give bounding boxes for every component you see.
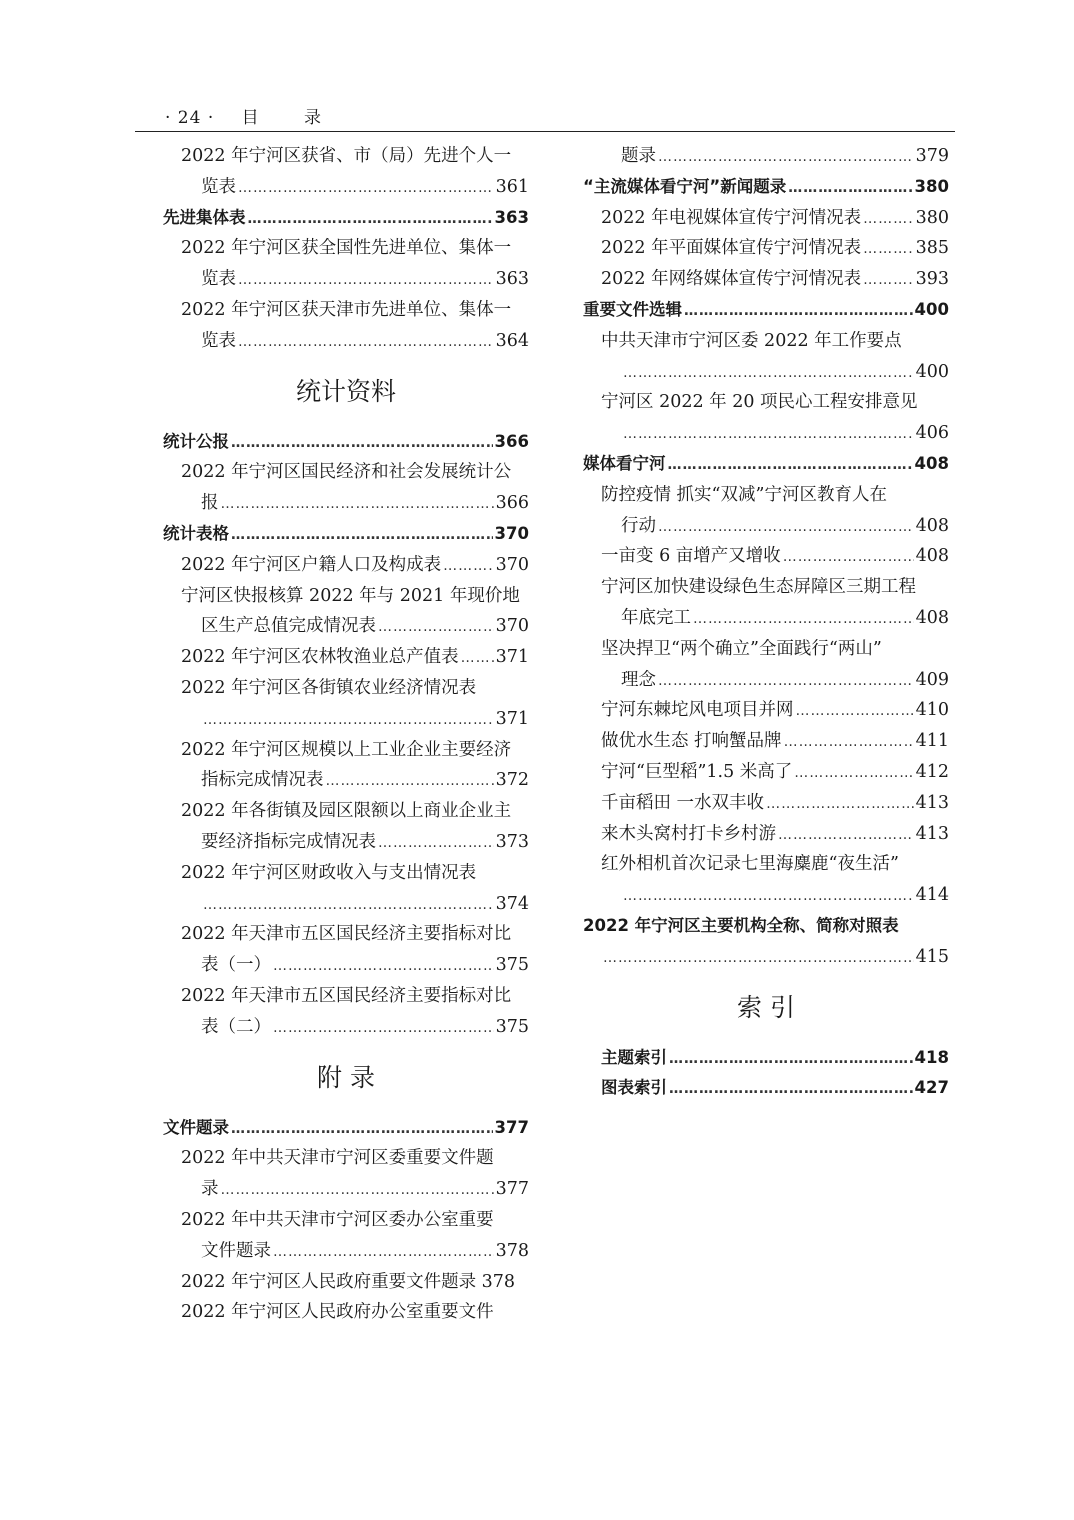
leader-dots — [603, 943, 914, 974]
toc-page-number: 385 — [915, 238, 949, 259]
toc-page-number: 377 — [494, 1117, 529, 1137]
toc-entry[interactable] — [163, 765, 529, 796]
toc-entry-title: 2022 年宁河区户籍人口及构成表 — [181, 554, 442, 575]
leader-dots — [248, 204, 493, 235]
toc-entry[interactable] — [163, 427, 529, 458]
toc-entry-title: 2022 年宁河区农林牧渔业总产值表 — [181, 647, 459, 668]
toc-entry[interactable] — [583, 757, 949, 788]
toc-entry-title: 览表 — [201, 269, 236, 290]
toc-entry[interactable] — [583, 172, 949, 203]
leader-dots — [378, 612, 494, 643]
toc-entry-title: “主流媒体看宁河”新闻题录 — [583, 176, 787, 196]
toc-entry-title: 2022 年宁河区国民经济和社会发展统计公 — [181, 462, 512, 483]
toc-page-number: 408 — [914, 453, 949, 473]
toc-entry-title: 表（二） — [201, 1016, 271, 1037]
toc-page-number: 371 — [495, 708, 529, 729]
toc-page-number: 408 — [915, 546, 949, 567]
toc-entry[interactable] — [163, 488, 529, 519]
toc-entry-text-line — [163, 457, 529, 488]
leader-dots — [461, 643, 494, 674]
toc-entry-text-line — [163, 735, 529, 766]
toc-entry-title: 宁河东棘坨风电项目并网 — [601, 700, 794, 721]
toc-entry-title: 报 — [201, 493, 219, 514]
toc-entry-title: 做优水生态 打响蟹品牌 — [601, 731, 782, 752]
toc-entry[interactable] — [583, 726, 949, 757]
toc-entry[interactable] — [163, 642, 529, 673]
toc-entry[interactable] — [163, 950, 529, 981]
section-heading: 附 录 — [317, 1062, 375, 1092]
toc-entry[interactable] — [583, 203, 949, 234]
toc-entry[interactable] — [163, 519, 529, 550]
toc-entry-title: 统计公报 — [163, 431, 229, 451]
toc-entry-title: 2022 年平面媒体宣传宁河情况表 — [601, 238, 862, 259]
leader-dots — [658, 666, 914, 697]
leader-dots — [273, 951, 494, 982]
toc-entry[interactable] — [583, 541, 949, 572]
toc-entry-title: 统计表格 — [163, 523, 229, 543]
toc-entry-title: 2022 年宁河区人民政府重要文件题录 378 — [181, 1271, 516, 1292]
leader-dots — [623, 358, 914, 389]
toc-entry[interactable] — [163, 704, 529, 735]
leader-dots — [783, 542, 914, 573]
toc-left-column — [163, 141, 529, 1328]
toc-page-number: 370 — [494, 523, 529, 543]
toc-entry-title: 行动 — [621, 515, 656, 536]
toc-entry-text-line — [163, 1143, 529, 1174]
leader-dots — [238, 327, 494, 358]
toc-entry-title: 2022 年宁河区财政收入与支出情况表 — [181, 862, 477, 883]
toc-page-number: 400 — [915, 361, 949, 382]
leader-dots — [273, 1237, 494, 1268]
toc-entry[interactable] — [583, 942, 949, 973]
toc-entry[interactable] — [583, 511, 949, 542]
toc-entry[interactable] — [163, 264, 529, 295]
toc-page-number: 380 — [915, 207, 949, 228]
toc-entry-text-line — [583, 326, 949, 357]
leader-dots — [221, 1175, 494, 1206]
toc-page-number: 364 — [495, 330, 529, 351]
toc-page-number: 408 — [915, 607, 949, 628]
toc-entry-title: 2022 年宁河区各街镇农业经济情况表 — [181, 677, 477, 698]
toc-page-number: 413 — [915, 823, 949, 844]
leader-dots — [658, 512, 914, 543]
toc-entry-title: 中共天津市宁河区委 2022 年工作要点 — [601, 330, 902, 351]
leader-dots — [863, 234, 913, 265]
toc-entry[interactable] — [163, 172, 529, 203]
toc-entry-title: 文件题录 — [201, 1240, 271, 1261]
toc-page-number: 361 — [495, 176, 529, 197]
toc-page-number: 378 — [495, 1240, 529, 1261]
toc-entry[interactable] — [583, 1073, 949, 1104]
toc-entry[interactable] — [583, 449, 949, 480]
toc-entry-title: 来木头窝村打卡乡村游 — [601, 823, 776, 844]
toc-page-number: 408 — [915, 515, 949, 536]
toc-entry[interactable] — [163, 827, 529, 858]
toc-entry-text-line — [163, 1205, 529, 1236]
leader-dots — [658, 142, 914, 173]
toc-entry[interactable] — [163, 203, 529, 234]
toc-entry[interactable] — [583, 295, 949, 326]
toc-entry[interactable] — [583, 819, 949, 850]
section-heading: 统计资料 — [295, 376, 396, 406]
toc-page-number: 406 — [915, 423, 949, 444]
toc-entry-text-line — [163, 919, 529, 950]
leader-dots — [784, 727, 914, 758]
toc-entry-title: 理念 — [621, 669, 656, 690]
toc-entry[interactable] — [163, 1012, 529, 1043]
toc-entry-title: 千亩稻田 一水双丰收 — [601, 792, 765, 813]
toc-entry-title: 年底完工 — [621, 607, 691, 628]
page-number: · 24 · — [165, 108, 215, 128]
toc-page-number: 375 — [495, 955, 529, 976]
toc-page-number: 411 — [915, 731, 949, 752]
toc-entry-title: 区生产总值完成情况表 — [201, 616, 376, 637]
toc-entry-title: 防控疫情 抓实“双减”宁河区教育人在 — [601, 484, 887, 505]
toc-entry[interactable] — [583, 695, 949, 726]
leader-dots — [669, 1044, 913, 1075]
toc-entry-title: 览表 — [201, 176, 236, 197]
leader-dots — [668, 450, 913, 481]
toc-page-number: 380 — [914, 176, 949, 196]
toc-entry-title: 2022 年宁河区获天津市先进单位、集体一 — [181, 299, 512, 320]
leader-dots — [766, 789, 914, 820]
toc-entry-title: 2022 年宁河区获省、市（局）先进个人一 — [181, 146, 512, 166]
toc-page-number: 371 — [495, 647, 529, 668]
toc-entry-text-line — [163, 796, 529, 827]
toc-page-number: 409 — [915, 669, 949, 690]
toc-page-number: 370 — [495, 616, 529, 637]
toc-entry-text-line — [583, 911, 949, 942]
toc-entry-title: 宁河区 2022 年 20 项民心工程安排意见 — [601, 392, 918, 413]
toc-entry-text-line — [163, 295, 529, 326]
toc-page-number: 415 — [915, 946, 949, 967]
toc-entry-title: 坚决捍卫“两个确立”全面践行“两山” — [601, 638, 882, 659]
toc-page-number: 373 — [495, 831, 529, 852]
toc-entry[interactable] — [583, 357, 949, 388]
toc-page-number: 363 — [495, 269, 529, 290]
toc-entry-title: 重要文件选辑 — [583, 299, 682, 319]
running-header — [165, 103, 341, 128]
toc-entry-text-line — [163, 981, 529, 1012]
toc-entry-title: 文件题录 — [163, 1117, 229, 1137]
leader-dots — [231, 520, 493, 551]
toc-entry-text-line — [163, 1297, 529, 1328]
toc-entry-text-line — [163, 581, 529, 612]
toc-entry-title: 2022 年宁河区规模以上工业企业主要经济 — [181, 739, 512, 760]
toc-entry-title: 2022 年各街镇及园区限额以上商业企业主 — [181, 801, 512, 822]
toc-entry-text-line — [163, 858, 529, 889]
leader-dots — [443, 551, 493, 582]
toc-page-number: 372 — [495, 770, 529, 791]
toc-page-number: 366 — [494, 431, 529, 451]
toc-entry[interactable] — [583, 233, 949, 264]
toc-entry-title: 图表索引 — [601, 1078, 667, 1098]
leader-dots — [231, 428, 493, 459]
toc-entry-title: 表（一） — [201, 955, 271, 976]
toc-page-number: 377 — [495, 1179, 529, 1200]
toc-entry-text-line — [163, 233, 529, 264]
toc-entry[interactable] — [163, 1113, 529, 1144]
toc-entry-title: 2022 年宁河区人民政府办公室重要文件 — [181, 1302, 494, 1323]
toc-page-number: 418 — [914, 1047, 949, 1067]
toc-page-number: 414 — [915, 885, 949, 906]
toc-page-number: 412 — [915, 761, 949, 782]
header-rule — [135, 131, 955, 132]
toc-entry-title: 主题索引 — [601, 1047, 667, 1067]
toc-entry[interactable] — [163, 326, 529, 357]
toc-entry-title: 2022 年网络媒体宣传宁河情况表 — [601, 269, 862, 290]
toc-entry-title: 先进集体表 — [163, 207, 246, 227]
toc-page-number: 410 — [915, 700, 949, 721]
toc-entry-text-line — [583, 634, 949, 665]
toc-entry[interactable] — [583, 141, 949, 172]
toc-entry-text-line — [583, 480, 949, 511]
leader-dots — [326, 766, 494, 797]
leader-dots — [623, 419, 914, 450]
toc-entry-title: 2022 年电视媒体宣传宁河情况表 — [601, 207, 862, 228]
toc-entry-text-line — [163, 673, 529, 704]
toc-right-column — [583, 141, 949, 1104]
toc-entry-title: 一亩变 6 亩增产又增收 — [601, 546, 781, 567]
leader-dots — [693, 604, 914, 635]
toc-entry-text-line — [583, 387, 949, 418]
toc-entry-title: 2022 年天津市五区国民经济主要指标对比 — [181, 924, 512, 945]
toc-entry-title: 宁河区快报核算 2022 年与 2021 年现价地 — [181, 585, 520, 606]
toc-page-number: 366 — [495, 493, 529, 514]
toc-entry-text-line — [163, 1267, 529, 1298]
toc-entry-title: 2022 年天津市五区国民经济主要指标对比 — [181, 985, 512, 1006]
toc-entry-title: 2022 年宁河区获全国性先进单位、集体一 — [181, 238, 512, 259]
toc-entry-title: 2022 年中共天津市宁河区委办公室重要 — [181, 1209, 494, 1230]
leader-dots — [684, 296, 913, 327]
toc-entry-title: 媒体看宁河 — [583, 453, 666, 473]
toc-entry[interactable] — [583, 603, 949, 634]
leader-dots — [203, 705, 494, 736]
toc-entry-title: 2022 年宁河区主要机构全称、简称对照表 — [583, 915, 899, 935]
leader-dots — [238, 173, 494, 204]
toc-entry-text-line — [163, 141, 529, 172]
toc-entry[interactable] — [583, 418, 949, 449]
toc-entry-title: 宁河区加快建设绿色生态屏障区三期工程 — [601, 577, 916, 598]
toc-entry-title: 指标完成情况表 — [201, 770, 324, 791]
toc-entry[interactable] — [163, 889, 529, 920]
toc-page-number: 370 — [495, 554, 529, 575]
toc-entry-title: 宁河“巨型稻”1.5 米高了 — [601, 761, 793, 782]
toc-page-number: 393 — [915, 269, 949, 290]
toc-entry-title: 2022 年中共天津市宁河区委重要文件题 — [181, 1148, 494, 1169]
toc-entry-text-line — [583, 572, 949, 603]
toc-entry-title: 览表 — [201, 330, 236, 351]
toc-entry-title: 红外相机首次记录七里海麋鹿“夜生活” — [601, 854, 899, 875]
toc-page-number: 375 — [495, 1016, 529, 1037]
toc-entry[interactable] — [583, 665, 949, 696]
toc-entry[interactable] — [163, 1236, 529, 1267]
leader-dots — [788, 173, 912, 204]
leader-dots — [623, 881, 914, 912]
toc-page-number: 413 — [915, 792, 949, 813]
toc-entry[interactable] — [583, 880, 949, 911]
toc-entry[interactable] — [583, 264, 949, 295]
toc-entry-text-line — [583, 849, 949, 880]
leader-dots — [231, 1114, 493, 1145]
leader-dots — [863, 265, 913, 296]
toc-entry[interactable] — [163, 611, 529, 642]
leader-dots — [669, 1074, 913, 1105]
leader-dots — [863, 204, 913, 235]
leader-dots — [796, 696, 914, 727]
section-heading: 索 引 — [737, 992, 795, 1022]
leader-dots — [238, 265, 494, 296]
toc-page-number: 363 — [494, 207, 529, 227]
leader-dots — [378, 828, 494, 859]
leader-dots — [794, 758, 913, 789]
header-title: 目 录 — [241, 108, 342, 128]
toc-entry-title: 题录 — [621, 146, 656, 166]
toc-entry[interactable] — [583, 1043, 949, 1074]
toc-entry[interactable] — [583, 788, 949, 819]
toc-entry[interactable] — [163, 550, 529, 581]
toc-page-number: 400 — [914, 299, 949, 319]
toc-page-number: 379 — [915, 146, 949, 166]
toc-entry-title: 录 — [201, 1179, 219, 1200]
leader-dots — [273, 1013, 494, 1044]
toc-entry-title: 要经济指标完成情况表 — [201, 831, 376, 852]
toc-page-number: 427 — [914, 1078, 949, 1098]
leader-dots — [203, 890, 494, 921]
leader-dots — [221, 489, 494, 520]
leader-dots — [778, 820, 914, 851]
toc-entry[interactable] — [163, 1174, 529, 1205]
toc-page-number: 374 — [495, 893, 529, 914]
